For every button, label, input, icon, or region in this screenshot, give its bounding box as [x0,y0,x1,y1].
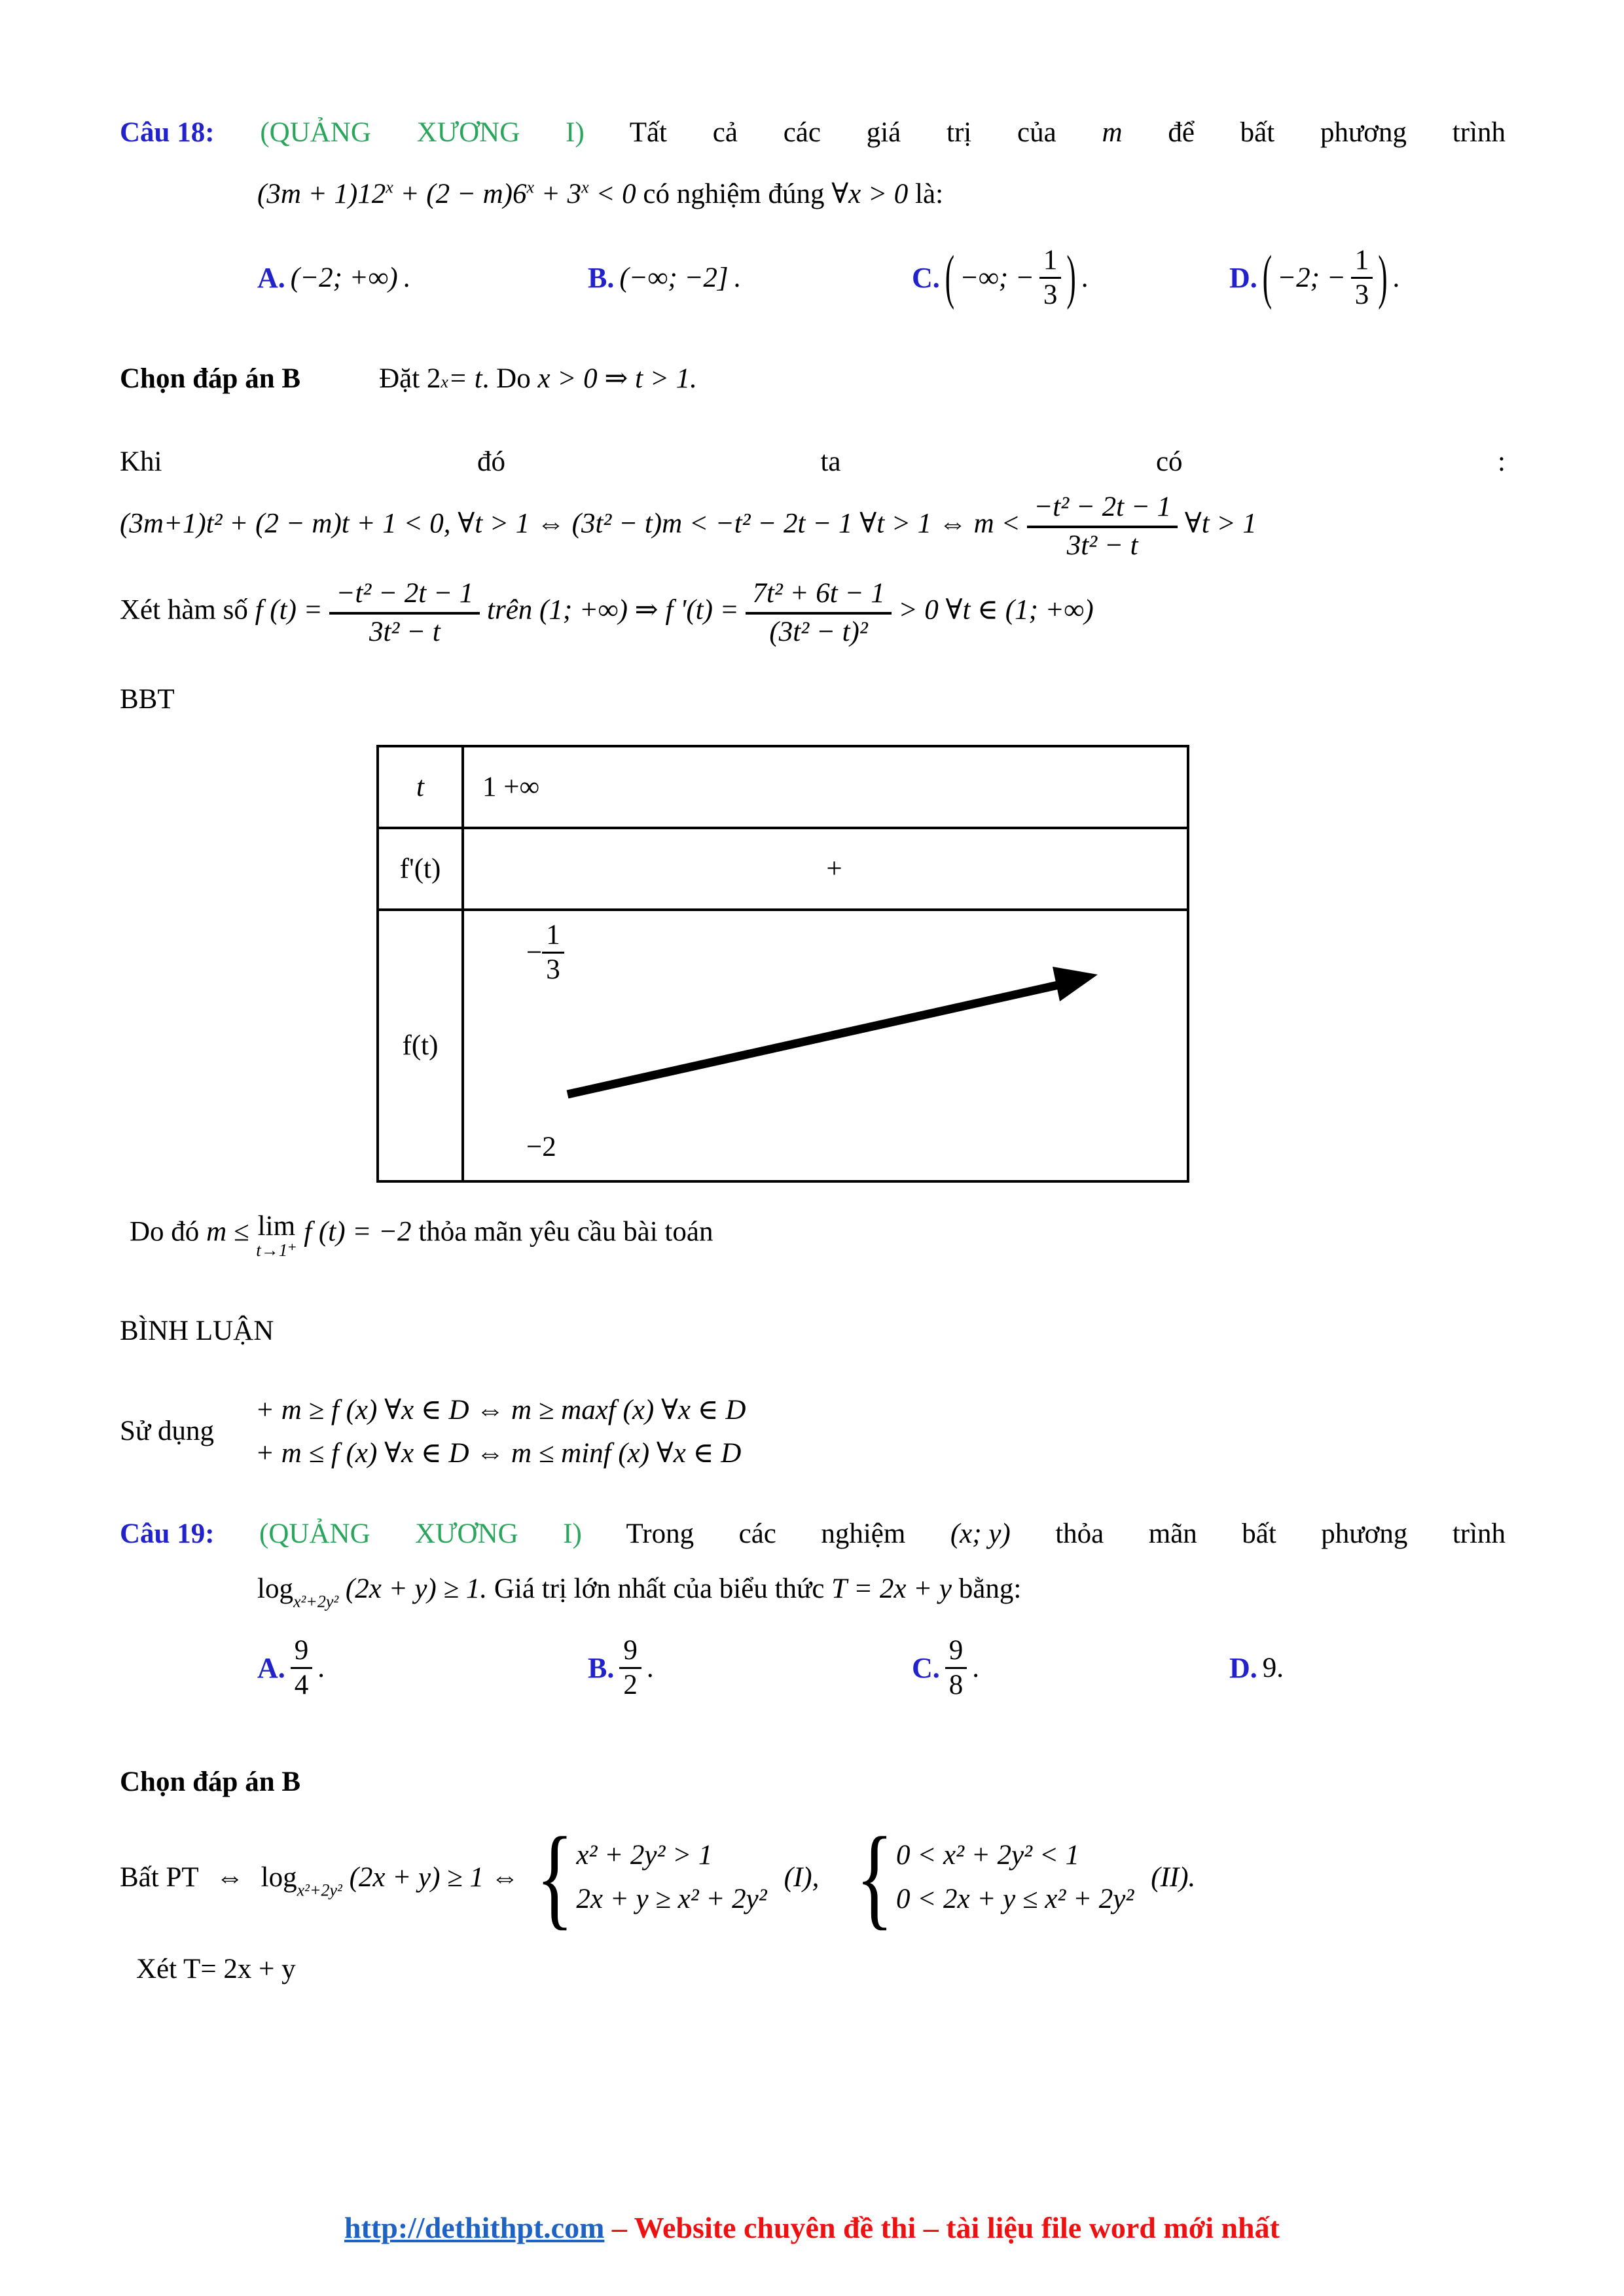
fraction [329,577,480,647]
log-subscript: x²+2y² [297,1880,342,1900]
usage-rules [255,1383,746,1480]
q19-intro-var: (x; y) [950,1518,1011,1549]
math-run: m ≤ [206,1216,249,1247]
fraction [1039,245,1062,311]
option-key: B. [588,262,615,295]
text-run: bằng: [958,1573,1022,1604]
option-value: −2; − [1277,262,1346,294]
math-run: (2x + y) ≥ 1. [345,1573,488,1604]
text-run: thỏa mãn yêu cầu bài toán [418,1216,713,1247]
bbt-cell-t-label: t [378,746,463,828]
bbt-table [376,745,1189,1183]
text-run: Do đó [130,1216,200,1247]
q19-option-d [1229,1651,1284,1685]
option-value: 9. [1262,1652,1284,1683]
denominator: 3 [1043,279,1058,311]
iff-symbol: ⇔ [215,1861,244,1893]
rule-line: + m ≥ f (x) ∀x ∈ D ⇔ m ≥ maxf (x) ∀x ∈ D [255,1394,746,1426]
numerator: 9 [619,1636,641,1669]
text-run: là: [915,178,944,209]
denominator: 3 [546,954,560,986]
math-run: ∀x > 0 [831,178,909,209]
q19-derivation [120,1814,1506,1941]
footer-text: – Website chuyên đề thi – tài liệu file word mới nhất [611,2211,1280,2244]
q19-heading [120,1516,1506,1552]
math-run: (2x + y) ≥ 1 ⇔ [349,1861,519,1893]
usage-note [120,1383,1506,1480]
q18-function-study [120,577,1506,647]
fraction [542,920,564,986]
option-key: D. [1229,1651,1257,1684]
exponent-x: x [581,177,589,197]
option-dot: . [317,1652,325,1683]
system-II [856,1814,1134,1941]
exponent-x: x [526,177,535,197]
log-construct [261,1861,519,1900]
denominator: 2 [623,1669,638,1700]
q18-option-a [257,261,588,295]
q19-answer-line: Chọn đáp án B [120,1767,301,1798]
limit-construct [256,1212,297,1259]
text-run: Giá trị lớn nhất của biểu thức [494,1573,825,1604]
q19-option-b [588,1636,912,1701]
lower-limit-value: −2 [526,1131,556,1162]
page-footer [0,2210,1624,2245]
fraction [1027,491,1178,561]
q18-option-b [588,261,912,295]
text-run: . Do [482,363,531,395]
system-tag: (II). [1151,1861,1196,1893]
denominator: 3t² − t [369,616,441,647]
lim-subscript: t→1⁺ [256,1240,297,1260]
open-paren: ( [1262,245,1272,312]
bbt-row-f [378,910,1188,1181]
numerator: 9 [291,1636,313,1669]
math-run: 2 [426,363,441,395]
math-run: > 0 ∀t ∈ (1; +∞) [898,594,1094,626]
system-line: 0 < 2x + y ≤ x² + 2y² [895,1884,1134,1915]
open-paren: ( [945,245,955,312]
q18-inequality [257,177,1506,211]
fraction [1351,245,1373,311]
comment-heading: BÌNH LUẬN [120,1315,274,1346]
log-word: log [261,1861,297,1893]
math-run: f (t) = −2 [304,1216,412,1247]
math-run: (3m+1)t² + (2 − m)t + 1 < 0, ∀t > 1 ⇔ (3t² − t)m < −t² − 2t − 1 ∀t > 1 ⇔ m < [120,508,1020,539]
math-run: + (2 − m)6 [400,178,527,209]
q18-intro-var: m [1102,117,1123,148]
math-run: ∀t > 1 [1184,508,1257,539]
numerator: −t² − 2t − 1 [329,577,480,614]
bbt-cell-t-value: 1 +∞ [463,746,1188,828]
math-run: (3m + 1)12 [257,178,386,209]
q19-intro-text: Trong các nghiệm [626,1518,906,1549]
math-run: x > 0 ⇒ t > 1. [537,363,697,395]
math-run: f (t) = [255,594,323,626]
system-line: x² + 2y² > 1 [576,1840,713,1871]
exponent-x: x [386,177,393,197]
denominator: (3t² − t)² [769,616,868,647]
text-run: Bất PT [120,1861,199,1893]
bbt-row-t [378,746,1188,828]
option-dot: . [972,1652,980,1683]
q18-conclusion [130,1212,1506,1259]
bbt-row-fprime [378,828,1188,910]
q18-intro-text: Tất cả các giá trị của [629,117,1056,148]
q19-option-c [912,1636,1229,1701]
denominator: 3 [1354,279,1369,311]
math-run: + 3 [541,178,582,209]
fraction [945,1636,967,1701]
math-run: trên (1; +∞) ⇒ f '(t) = [487,594,739,626]
lim-word: lim [257,1210,296,1242]
q19-consider-T: Xét T= 2x + y [136,1954,296,1985]
option-key: C. [912,1651,940,1684]
log-word: log [257,1573,293,1604]
fraction [619,1636,641,1701]
system-lines [896,1827,1134,1927]
system-lines [576,1827,767,1927]
numerator: −t² − 2t − 1 [1027,491,1178,528]
bbt-cell-f-label: f(t) [378,910,463,1181]
minus-sign: − [526,937,543,969]
option-dot: . [1392,262,1400,294]
option-dot: . [646,1652,654,1683]
q19-option-a [257,1636,588,1701]
bbt-label: BBT [120,683,175,715]
system-line: 2x + y ≥ x² + 2y² [576,1884,767,1915]
q18-derivation [120,491,1506,561]
upper-limit-value [526,920,564,986]
q19-source: (QUẢNG XƯƠNG I) [259,1518,582,1549]
q18-heading [120,115,1506,151]
option-dot: . [1081,262,1089,294]
math-run: T = 2x + y [831,1573,952,1604]
bbt-cell-fprime-sign: + [463,828,1188,910]
denominator: 4 [294,1669,309,1700]
log-subscript: x²+2y² [293,1592,339,1611]
option-value: −∞; − [960,262,1034,294]
option-key: D. [1229,262,1257,295]
option-key: B. [588,1651,615,1684]
math-run: < 0 [596,178,636,209]
q18-options [120,224,1506,332]
numerator: 1 [542,920,564,954]
fraction [291,1636,313,1701]
rule-line: + m ≤ f (x) ∀x ∈ D ⇔ m ≤ minf (x) ∀x ∈ D [255,1437,742,1469]
option-value: (−2; +∞) [290,262,398,294]
text-run: có nghiệm đúng [643,178,825,209]
q18-label: Câu 18: [120,117,215,148]
option-dot: . [403,262,410,294]
q18-option-c [912,245,1229,311]
system-line: 0 < x² + 2y² < 1 [895,1840,1079,1871]
increasing-arrow-icon [562,952,1106,1109]
fraction [746,577,891,647]
bbt-cell-f-variation [463,910,1188,1181]
left-brace: { [856,1814,893,1941]
q19-label: Câu 19: [120,1518,215,1549]
q18-intro-tail: để bất phương trình [1168,117,1506,148]
numerator: 7t² + 6t − 1 [746,577,891,614]
usage-label: Sử dụng [120,1416,214,1447]
text-run: Đặt [379,363,420,395]
system-tag: (I), [784,1861,820,1893]
option-value: (−∞; −2] [619,262,729,294]
footer-link[interactable]: http://dethithpt.com [344,2211,605,2244]
q19-options [120,1619,1506,1717]
q18-answer-line: Chọn đáp án B Đặt 2 x = t . Do x > 0 ⇒ t > 1. [120,361,1506,397]
numerator: 9 [945,1636,967,1669]
math-run: = t [448,363,482,395]
left-brace: { [535,1814,574,1941]
denominator: 3t² − t [1066,529,1138,561]
q19-inequality [257,1572,1506,1611]
q18-source: (QUẢNG XƯƠNG I) [260,117,585,148]
chosen-answer: Chọn đáp án B [120,363,301,395]
q18-option-d [1229,245,1399,311]
khi-do-line: Khi đó ta có : [120,446,1506,478]
numerator: 1 [1351,245,1373,279]
option-key: C. [912,262,940,295]
q19-intro-tail: thỏa mãn bất phương trình [1055,1518,1506,1549]
system-I [535,1814,767,1941]
option-key: A. [257,262,285,295]
option-key: A. [257,1651,285,1684]
option-dot: . [733,262,741,294]
close-paren: ) [1378,245,1388,312]
numerator: 1 [1039,245,1062,279]
text-run: Xét hàm số [120,594,248,626]
bbt-cell-fprime-label: f'(t) [378,828,463,910]
denominator: 8 [948,1669,964,1700]
close-paren: ) [1066,245,1076,312]
